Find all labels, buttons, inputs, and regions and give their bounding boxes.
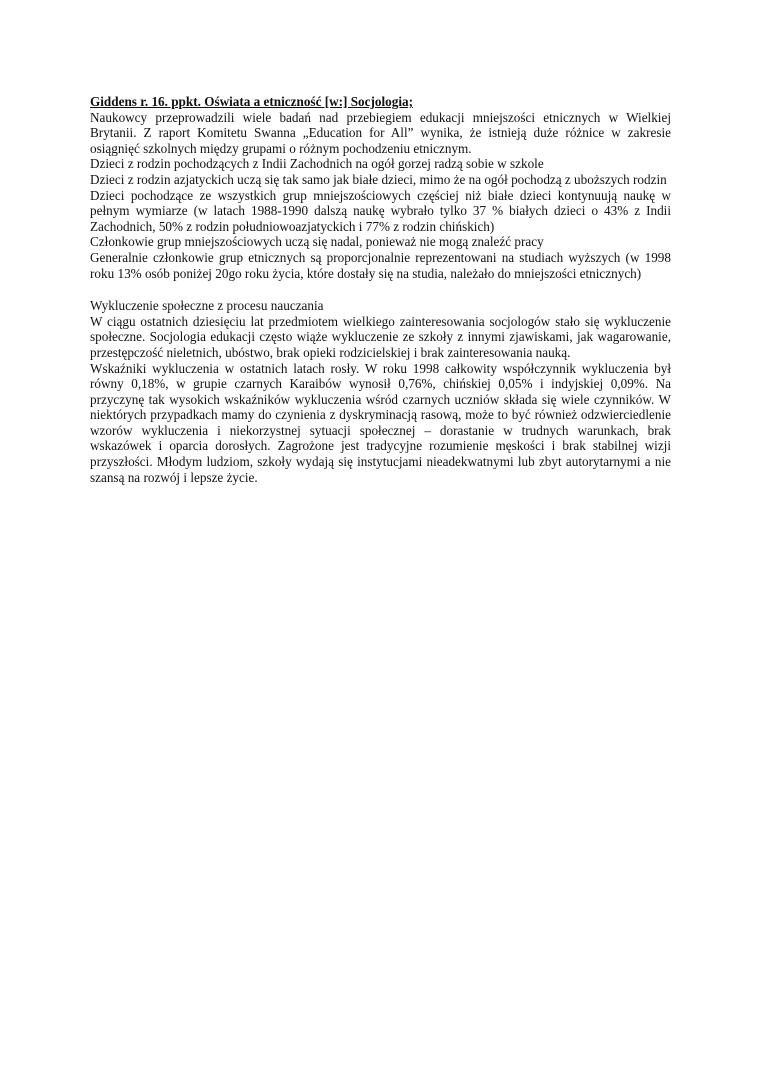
paragraph-continuing-education: Dzieci pochodzące ze wszystkich grup mniejszościowych częściej niż białe dzieci kontynuują naukę w pełnym wymiarze (w latach 1988-1990 dalszą naukę wybrało tylko 37 % białych dzieci o 43% z Indii Zachodnich, 50% z rodzin południowoazjatyckich i 77% z rodzin chińskich)	[90, 187, 671, 234]
section-spacer	[90, 281, 671, 298]
paragraph-higher-education: Generalnie członkowie grup etnicznych są proporcjonalnie reprezentowani na studiach wyższych (w 1998 roku 13% osób poniżej 20go roku życia, które dostały się na studia, należało do mniejszości etnicznych)	[90, 249, 671, 281]
section-heading: Wykluczenie społeczne z procesu nauczania	[90, 298, 324, 314]
paragraph-social-exclusion: W ciągu ostatnich dziesięciu lat przedmiotem wielkiego zainteresowania socjologów stało się wykluczenie społeczne. Socjologia edukacji często wiąże wykluczenie ze szkoły z innymi zjawiskami, jak wagarowanie, przestępczość nieletnich, ubóstwo, brak opieki rodzicielskiej i brak zainteresowania nauką.	[90, 313, 671, 360]
paragraph-asian-families: Dzieci z rodzin azjatyckich uczą się tak samo jak białe dzieci, mimo że na ogół pochodzą z uboższych rodzin	[90, 171, 667, 187]
paragraph-minority-members: Członkowie grup mniejszościowych uczą się nadal, ponieważ nie mogą znaleźć pracy	[90, 234, 544, 250]
document-title: Giddens r. 16. ppkt. Oświata a etniczność [w:] Socjologia;	[90, 94, 413, 109]
document-page	[90, 94, 671, 485]
paragraph-exclusion-rates: Wskaźniki wykluczenia w ostatnich latach rosły. W roku 1998 całkowity współczynnik wykluczenia był równy 0,18%, w grupie czarnych Karaibów wynosił 0,76%, chińskiej 0,05% i indyjskiej 0,09%. Na przyczynę tak wysokich wskaźników wykluczenia wśród czarnych uczniów składa się wiele czynników. W niektórych przypadkach mamy do czynienia z dyskryminacją rasową, może to być również odzwierciedlenie wzorów wykluczenia i niekorzystnej sytuacji społecznej – dorastanie w trudnych warunkach, brak wskazówek i oparcia dorosłych. Zagrożone jest tradycyjne rozumienie męskości i brak stabilnej wizji przyszłości. Młodym ludziom, szkoły wydają się instytucjami nieadekwatnymi lub zbyt autorytarnymi a nie szansą na rozwój i lepsze życie.	[90, 360, 671, 485]
paragraph-research-overview: Naukowcy przeprowadzili wiele badań nad przebiegiem edukacji mniejszości etnicznych w Wielkiej Brytanii. Z raport Komitetu Swanna „Education for All” wynika, że istnieją duże różnice w zakresie osiągnięć szkolnych między grupami o różnym pochodzeniu etnicznym.	[90, 109, 671, 156]
paragraph-west-indies: Dzieci z rodzin pochodzących z Indii Zachodnich na ogół gorzej radzą sobie w szkole	[90, 156, 544, 172]
